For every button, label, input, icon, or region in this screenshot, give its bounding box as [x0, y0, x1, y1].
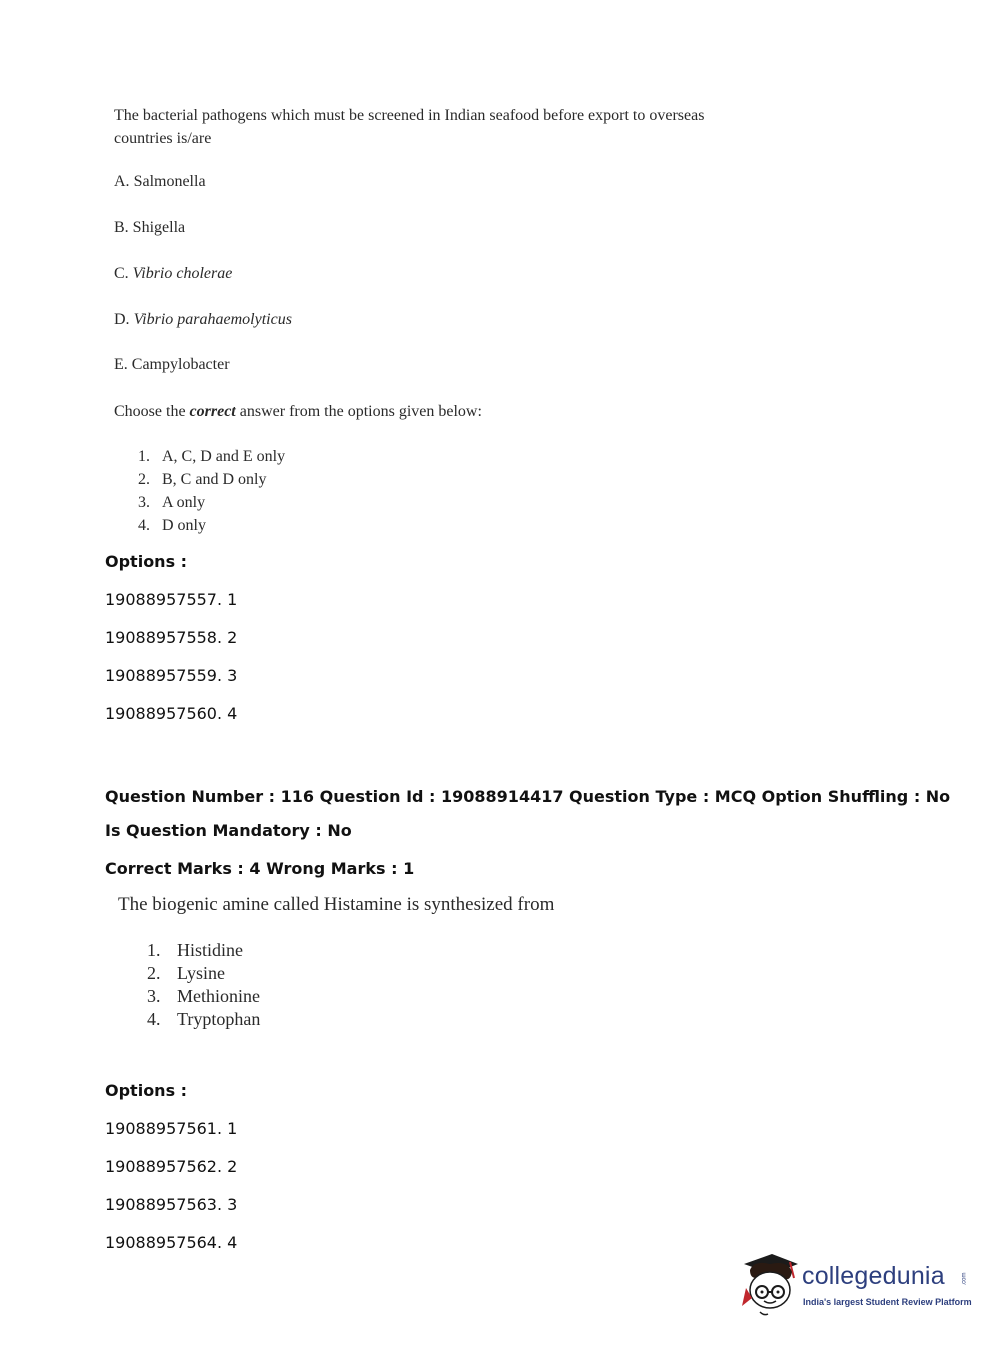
question-2-mandatory: Is Question Mandatory : No — [105, 821, 352, 840]
question-1-option: 19088957558. 2 — [105, 628, 238, 647]
question-2-choice: 3. Methionine — [147, 986, 260, 1006]
question-1-item-c: C. Vibrio cholerae — [114, 265, 233, 282]
question-1-option: 19088957560. 4 — [105, 704, 238, 723]
logo-wordmark: collegedunia — [802, 1262, 945, 1290]
question-1-item-a: A. Salmonella — [114, 173, 206, 190]
question-1-choice: 2. B, C and D only — [138, 471, 267, 488]
question-2-marks: Correct Marks : 4 Wrong Marks : 1 — [105, 859, 415, 878]
question-2-stem: The biogenic amine called Histamine is synthesized from — [118, 894, 555, 915]
question-1-instruction: Choose the correct answer from the options given below: — [114, 403, 482, 420]
question-2-option: 19088957562. 2 — [105, 1157, 238, 1176]
question-1-item-e: E. Campylobacter — [114, 356, 230, 373]
question-1-item-b: B. Shigella — [114, 219, 186, 236]
question-2-choice: 4. Tryptophan — [147, 1009, 261, 1029]
question-1-choice: 4. D only — [138, 517, 206, 534]
question-1-stem: The bacterial pathogens which must be screened in Indian seafood before export to overseas countries is/are — [114, 107, 705, 147]
logo-tagline: India's largest Student Review Platform — [803, 1297, 972, 1307]
question-1-item-d: D. Vibrio parahaemolyticus — [114, 311, 292, 328]
question-2-option: 19088957561. 1 — [105, 1119, 238, 1138]
question-1-option: 19088957559. 3 — [105, 666, 238, 685]
question-2-option: 19088957563. 3 — [105, 1195, 238, 1214]
question-2-header: Question Number : 116 Question Id : 19088914417 Question Type : MCQ Option Shuffling : No — [105, 787, 951, 806]
logo-suffix: .com — [961, 1272, 968, 1286]
question-1-option: 19088957557. 1 — [105, 590, 238, 609]
question-1-choice: 1. A, C, D and E only — [138, 448, 286, 465]
question-1-choice: 3. A only — [138, 494, 206, 511]
question-2-choice: 1. Histidine — [147, 940, 243, 960]
question-2-choice: 2. Lysine — [147, 963, 225, 983]
question-1-options-label: Options : — [105, 552, 188, 571]
question-2-option: 19088957564. 4 — [105, 1233, 238, 1252]
question-2-options-label: Options : — [105, 1081, 188, 1100]
